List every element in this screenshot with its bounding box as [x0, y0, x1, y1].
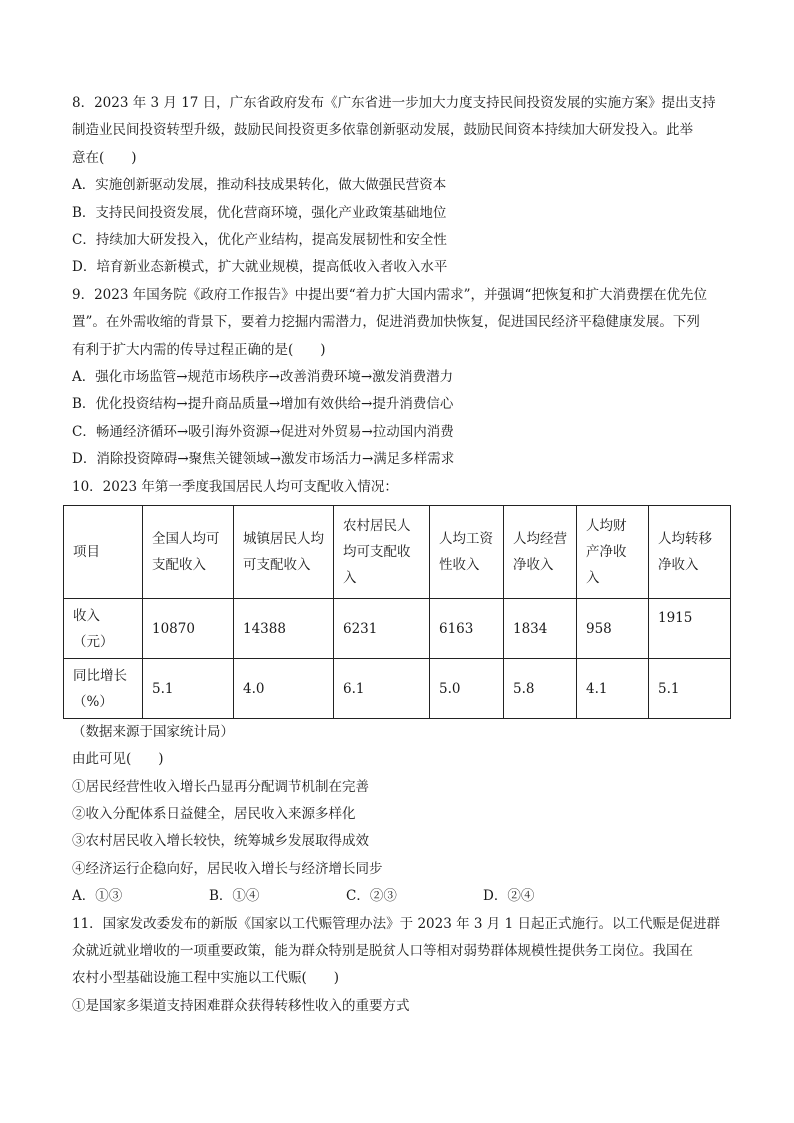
table-header-cell: 项目	[64, 506, 143, 599]
table-cell: 收入（元）	[64, 599, 143, 659]
question-11-stem-line-2: 众就近就业增收的一项重要政策，能为群众特别是脱贫人口等相对弱势群体规模性提供务工岗位。我国在	[72, 942, 693, 959]
question-8	[72, 90, 732, 282]
table-cell: 4.1	[577, 659, 649, 719]
question-9	[72, 282, 732, 474]
table-header-cell: 全国人均可支配收入	[143, 506, 234, 599]
table-cell: 1915	[649, 599, 731, 659]
question-10	[72, 474, 732, 911]
table-cell: 10870	[143, 599, 234, 659]
question-8-option-a: A．实施创新驱动发展，推动科技成果转化，做大做强民营资本	[72, 177, 447, 194]
question-10-option-c: C．②③	[346, 888, 397, 905]
table-cell: 6163	[430, 599, 504, 659]
table-source-note: （数据来源于国家统计局）	[72, 724, 234, 741]
question-9-stem-line-3: 有利于扩大内需的传导过程正确的是( )	[72, 341, 326, 358]
question-8-option-b: B．支持民间投资发展，优化营商环境，强化产业政策基础地位	[72, 204, 447, 221]
table-cell: 6.1	[334, 659, 430, 719]
table-header-row	[64, 506, 731, 599]
question-10-option-d: D．②④	[483, 888, 535, 905]
table-row-growth	[64, 659, 731, 719]
table-header-cell: 人均经营净收入	[504, 506, 577, 599]
table-cell: 6231	[334, 599, 430, 659]
question-9-stem-line-2: 置”。在外需收缩的背景下，要着力挖掘内需潜力，促进消费加快恢复，促进国民经济平稳健康发展。下列	[72, 314, 700, 331]
question-8-option-c: C．持续加大研发投入，优化产业结构，提高发展韧性和安全性	[72, 232, 447, 249]
table-cell: 5.1	[143, 659, 234, 719]
question-10-item-3: ③农村居民收入增长较快，统筹城乡发展取得成效	[72, 833, 369, 850]
question-10-item-4: ④经济运行企稳向好，居民收入增长与经济增长同步	[72, 860, 383, 877]
table-cell: 同比增长（%）	[64, 659, 143, 719]
table-cell: 4.0	[234, 659, 334, 719]
table-cell: 5.8	[504, 659, 577, 719]
table-header-cell: 城镇居民人均可支配收入	[234, 506, 334, 599]
question-10-item-2: ②收入分配体系日益健全，居民收入来源多样化	[72, 805, 356, 822]
question-9-option-b: B．优化投资结构→提升商品质量→增加有效供给→提升消费信心	[72, 396, 454, 413]
income-table	[63, 505, 731, 719]
question-10-stem: 由此可见( )	[72, 751, 164, 768]
exam-page	[72, 90, 732, 1020]
question-9-stem-line-1: 9．2023 年国务院《政府工作报告》中提出要“着力扩大国内需求”，并强调“把恢复和扩大消费摆在优先位	[72, 286, 707, 303]
question-9-option-a: A．强化市场监管→规范市场秩序→改善消费环境→激发消费潜力	[72, 369, 454, 386]
table-header-cell: 人均转移净收入	[649, 506, 731, 599]
question-11	[72, 911, 732, 1021]
question-10-item-1: ①居民经营性收入增长凸显再分配调节机制在完善	[72, 778, 369, 795]
question-11-item-1: ①是国家多渠道支持困难群众获得转移性收入的重要方式	[72, 997, 410, 1014]
question-8-option-d: D．培育新业态新模式，扩大就业规模，提高低收入者收入水平	[72, 259, 448, 276]
table-header-cell: 人均财产净收入	[577, 506, 649, 599]
question-9-option-c: C．畅通经济循环→吸引海外资源→促进对外贸易→拉动国内消费	[72, 423, 454, 440]
table-cell: 14388	[234, 599, 334, 659]
question-10-option-b: B．①④	[209, 888, 260, 905]
question-11-stem-line-3: 农村小型基础设施工程中实施以工代赈( )	[72, 970, 340, 987]
question-10-title: 10．2023 年第一季度我国居民人均可支配收入情况：	[72, 478, 398, 495]
table-cell: 1834	[504, 599, 577, 659]
table-cell: 958	[577, 599, 649, 659]
question-10-option-a: A．①③	[72, 888, 123, 905]
table-row-income	[64, 599, 731, 659]
table-header-cell: 农村居民人均可支配收入	[334, 506, 430, 599]
question-8-stem-line-2: 制造业民间投资转型升级，鼓励民间投资更多依靠创新驱动发展，鼓励民间资本持续加大研发投入。此举	[72, 122, 693, 139]
table-cell: 5.0	[430, 659, 504, 719]
question-8-stem-line-3: 意在( )	[72, 149, 137, 166]
question-8-stem-line-1: 8．2023 年 3 月 17 日，广东省政府发布《广东省进一步加大力度支持民间投资发展的实施方案》提出支持	[72, 95, 716, 111]
table-header-cell: 人均工资性收入	[430, 506, 504, 599]
table-cell: 5.1	[649, 659, 731, 719]
question-11-stem-line-1: 11．国家发改委发布的新版《国家以工代赈管理办法》于 2023 年 3 月 1 日起正式施行。以工代赈是促进群	[72, 915, 720, 932]
question-9-option-d: D．消除投资障碍→聚焦关键领域→激发市场活力→满足多样需求	[72, 451, 455, 468]
question-10-options	[72, 883, 732, 910]
